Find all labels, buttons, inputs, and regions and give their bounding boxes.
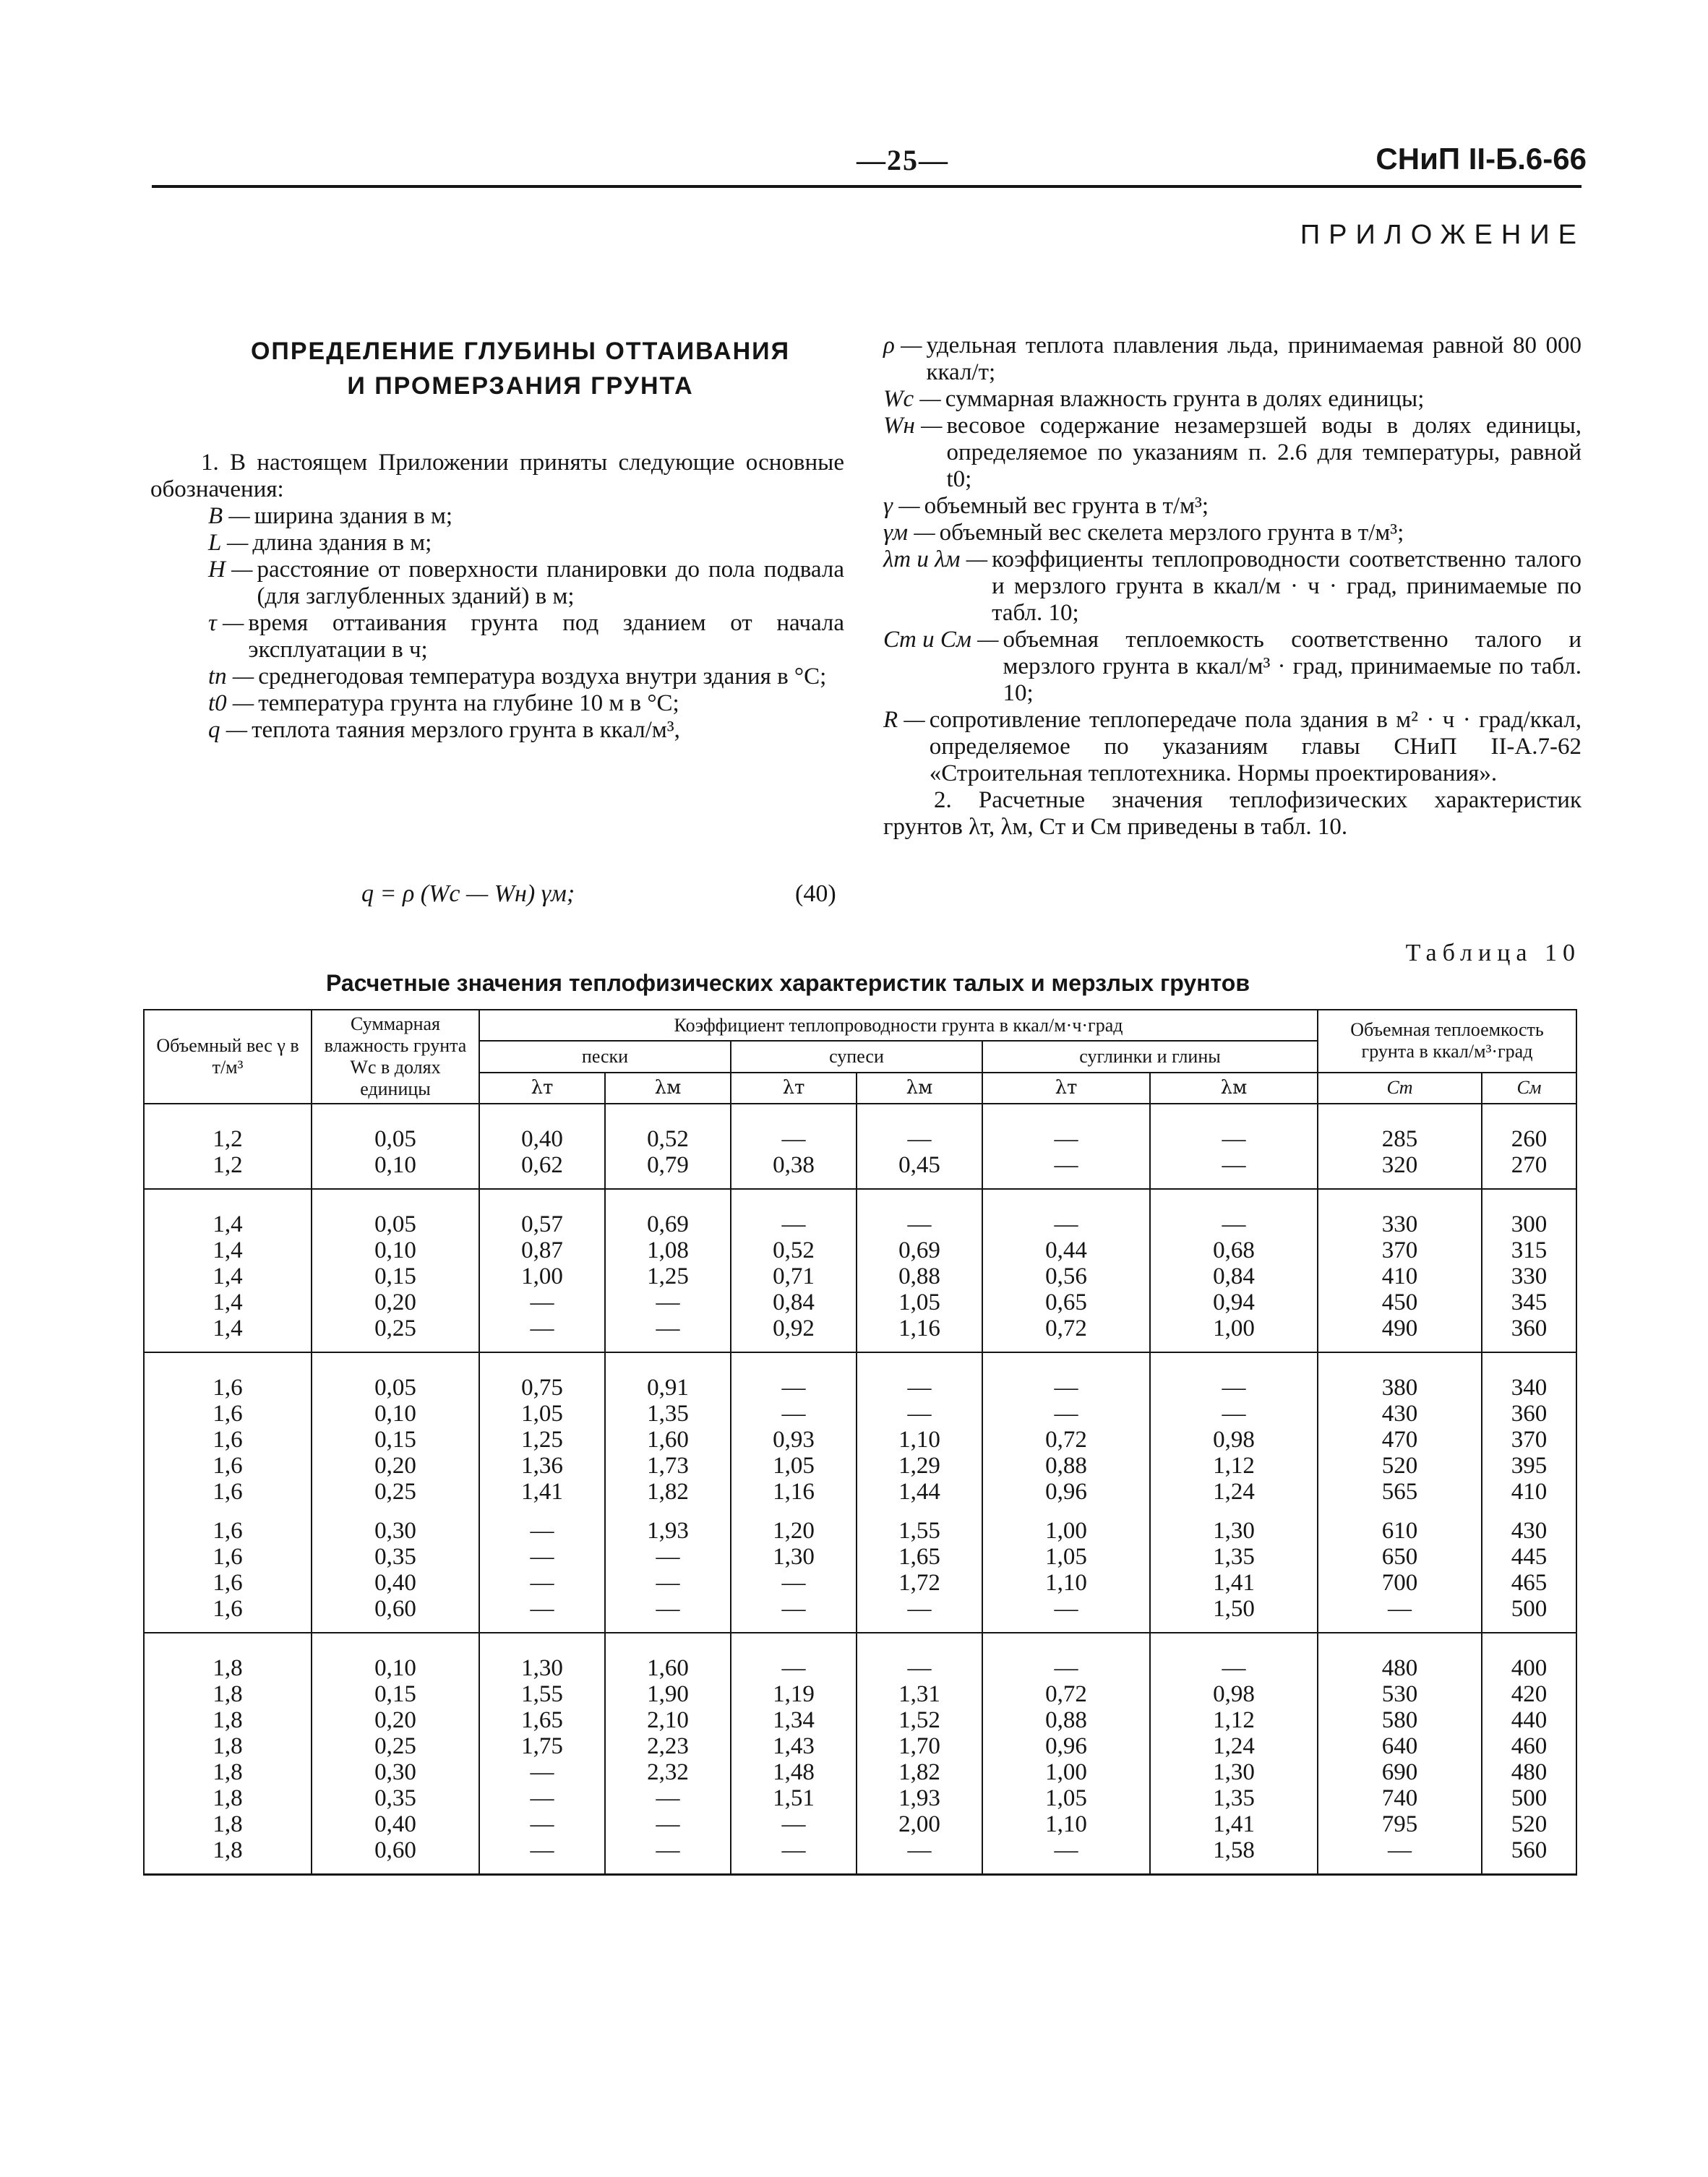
definition-item [883, 386, 1582, 413]
header-lambda-frozen: λм [857, 1073, 982, 1104]
table-cell: — — — — [479, 1515, 605, 1633]
definition-text: среднегодовая температура воздуха внутри здания в °C; [258, 664, 827, 690]
header-rule [152, 185, 1582, 188]
definition-term: τ — [208, 610, 244, 636]
definition-item [883, 627, 1582, 707]
definition-term: ρ — [883, 332, 922, 358]
definition-text: коэффициенты теплопроводности соответственно талого и мерзлого грунта в ккал/м · ч · град, принимаемые по табл. 10; [992, 546, 1582, 626]
header-lambda-thawed: λт [479, 1073, 605, 1104]
page-number: —25— [857, 144, 949, 176]
definition-item [883, 546, 1582, 627]
definition-item [883, 332, 1582, 386]
definition-item [208, 717, 844, 744]
table-cell: — 0,45 [857, 1104, 982, 1189]
definition-item [208, 664, 844, 690]
definition-text: удельная теплота плавления льда, принимаемая равной 80 000 ккал/т; [926, 332, 1582, 385]
header-volume-weight: Объемный вес γ в т/м³ [144, 1010, 312, 1104]
table-cell: 0,91 1,35 1,60 1,73 1,82 [605, 1352, 731, 1515]
definition-term: Cт и Cм — [883, 627, 999, 653]
table-cell: 1,20 1,30 — — [731, 1515, 857, 1633]
table-cell: — — 0,93 1,05 1,16 [731, 1352, 857, 1515]
header-lambda-frozen: λм [605, 1073, 731, 1104]
definition-text: температура грунта на глубине 10 м в °C; [258, 690, 679, 716]
thermal-properties-table [143, 1009, 1577, 1876]
table-cell: 430 445 465 500 [1482, 1515, 1576, 1633]
definition-text: расстояние от поверхности планировки до пола подвала (для заглубленных зданий) в м; [257, 557, 844, 609]
paragraph-2: 2. Расчетные значения теплофизических характеристик грунтов λт, λм, Cт и Cм приведены в табл. 10. [883, 787, 1582, 840]
header-lambda-thawed: λт [982, 1073, 1150, 1104]
table-number: Таблица 10 [1405, 940, 1581, 966]
definition-text: объемный вес грунта в т/м³; [924, 493, 1209, 519]
table-cell: 1,2 1,2 [144, 1104, 312, 1189]
table-cell: — — 0,72 0,88 0,96 [982, 1352, 1150, 1515]
table-cell: 1,6 1,6 1,6 1,6 1,6 [144, 1352, 312, 1515]
table-cell: 0,40 0,62 [479, 1104, 605, 1189]
table-cell: 0,52 0,79 [605, 1104, 731, 1189]
definition-item [208, 530, 844, 557]
table-cell: 1,30 1,55 1,65 1,75 — — — — [479, 1633, 605, 1875]
header-lambda-thawed: λт [731, 1073, 857, 1104]
table-cell: — 0,69 0,88 1,05 1,16 [857, 1189, 982, 1352]
table-cell: 1,6 1,6 1,6 1,6 [144, 1515, 312, 1633]
table-cell: — — 0,98 1,12 1,24 [1150, 1352, 1318, 1515]
table-cell: 610 650 700 — [1318, 1515, 1482, 1633]
table-cell: 1,00 1,05 1,10 — [982, 1515, 1150, 1633]
definition-text: длина здания в м; [252, 530, 432, 556]
left-column [150, 450, 844, 744]
definition-text: суммарная влажность грунта в долях единицы; [945, 386, 1425, 412]
definition-text: время оттаивания грунта под зданием от начала эксплуатации в ч; [248, 610, 844, 663]
definition-term: B — [208, 503, 250, 529]
definition-term: t0 — [208, 690, 254, 716]
definition-term: γ — [883, 493, 920, 519]
intro-paragraph: 1. В настоящем Приложении приняты следующие основные обозначения: [150, 450, 844, 502]
definition-term: Wн — [883, 413, 943, 439]
table-cell: — 0,52 0,71 0,84 0,92 [731, 1189, 857, 1352]
header-heat-capacity: Объемная теплоемкость грунта в ккал/м³·град [1318, 1010, 1576, 1073]
header-moisture: Суммарная влажность грунта Wс в долях единицы [312, 1010, 479, 1104]
table-cell: — 1,19 1,34 1,43 1,48 1,51 — — [731, 1633, 857, 1875]
table-row-group [144, 1515, 1576, 1633]
table-row-group [144, 1104, 1576, 1189]
table-cell: 0,10 0,15 0,20 0,25 0,30 0,35 0,40 0,60 [312, 1633, 479, 1875]
table-cell: 1,60 1,90 2,10 2,23 2,32 — — — [605, 1633, 731, 1875]
header-sand: пески [479, 1041, 731, 1072]
header-conductivity: Коэффициент теплопроводности грунта в ккал/м·ч·град [479, 1010, 1318, 1041]
table-cell: 1,55 1,65 1,72 — [857, 1515, 982, 1633]
table-caption: Расчетные значения теплофизических характеристик талых и мерзлых грунтов [326, 970, 1250, 996]
definition-text: объемная теплоемкость соответственно талого и мерзлого грунта в ккал/м³ · град, принимаемые по табл. 10; [1003, 627, 1582, 706]
table-row-group [144, 1633, 1576, 1875]
table-cell: 1,8 1,8 1,8 1,8 1,8 1,8 1,8 1,8 [144, 1633, 312, 1875]
definition-text: сопротивление теплопередаче пола здания в м² · ч · град/ккал, определяемое по указаниям главы СНиП II-А.7-62 «Строительная теплотехника. Нормы проектирования». [929, 707, 1582, 786]
formula-number: (40) [795, 880, 836, 907]
definition-item [208, 503, 844, 530]
table-cell: — 0,38 [731, 1104, 857, 1189]
table-cell: — 0,44 0,56 0,65 0,72 [982, 1189, 1150, 1352]
table-cell: 285 320 [1318, 1104, 1482, 1189]
table-cell: 300 315 330 345 360 [1482, 1189, 1576, 1352]
section-label: ПРИЛОЖЕНИЕ [1300, 220, 1585, 250]
definition-term: tп — [208, 664, 254, 690]
right-column [883, 332, 1582, 841]
table-cell: 340 360 370 395 410 [1482, 1352, 1576, 1515]
table-cell: — — [982, 1104, 1150, 1189]
definition-term: γм — [883, 520, 935, 546]
table-cell: — 0,72 0,88 0,96 1,00 1,05 1,10 — [982, 1633, 1150, 1875]
table-cell: 0,30 0,35 0,40 0,60 [312, 1515, 479, 1633]
definition-term: H — [208, 557, 253, 583]
definition-text: ширина здания в м; [254, 503, 453, 529]
table-cell: 0,57 0,87 1,00 — — [479, 1189, 605, 1352]
definition-item [883, 520, 1582, 546]
table-cell: — 0,68 0,84 0,94 1,00 [1150, 1189, 1318, 1352]
definition-item [208, 610, 844, 664]
definition-item [883, 707, 1582, 787]
document-code: СНиП II-Б.6-66 [1376, 142, 1587, 176]
header-loam-clay: суглинки и глины [982, 1041, 1318, 1072]
definition-text: объемный вес скелета мерзлого грунта в т/м³; [939, 520, 1404, 546]
definition-item [883, 493, 1582, 520]
title-line-1: ОПРЕДЕЛЕНИЕ ГЛУБИНЫ ОТТАИВАНИЯ [250, 338, 791, 365]
header-capacity-thawed: Cт [1318, 1073, 1482, 1104]
table-cell: 0,05 0,10 0,15 0,20 0,25 [312, 1352, 479, 1515]
definition-term: R — [883, 707, 925, 733]
header-lambda-frozen: λм [1150, 1073, 1318, 1104]
table-row-group [144, 1189, 1576, 1352]
table-cell: — 0,98 1,12 1,24 1,30 1,35 1,41 1,58 [1150, 1633, 1318, 1875]
formula: q = ρ (Wс — Wн) γм; [361, 880, 575, 907]
table-cell: 380 430 470 520 565 [1318, 1352, 1482, 1515]
table-cell: — — 1,10 1,29 1,44 [857, 1352, 982, 1515]
table-cell: 0,69 1,08 1,25 — — [605, 1189, 731, 1352]
table-cell: 0,05 0,10 [312, 1104, 479, 1189]
table-cell: 0,05 0,10 0,15 0,20 0,25 [312, 1189, 479, 1352]
table-row-group [144, 1352, 1576, 1515]
definition-term: Wс — [883, 386, 941, 412]
definition-text: теплота таяния мерзлого грунта в ккал/м³, [252, 717, 680, 743]
definition-text: весовое содержание незамерзшей воды в долях единицы, определяемое по указаниям п. 2.6 для температуры, равной t0; [946, 413, 1582, 492]
definition-item [883, 413, 1582, 493]
definition-item [208, 557, 844, 610]
table-cell: 330 370 410 450 490 [1318, 1189, 1482, 1352]
table-cell: 1,30 1,35 1,41 1,50 [1150, 1515, 1318, 1633]
page-title [166, 334, 875, 403]
definition-term: L — [208, 530, 249, 556]
definition-item [208, 690, 844, 717]
table-cell: 0,75 1,05 1,25 1,36 1,41 [479, 1352, 605, 1515]
table-cell: 260 270 [1482, 1104, 1576, 1189]
left-definitions [150, 503, 844, 744]
table-cell: — 1,31 1,52 1,70 1,82 1,93 2,00 — [857, 1633, 982, 1875]
table-cell: 480 530 580 640 690 740 795 — [1318, 1633, 1482, 1875]
definition-term: q — [208, 717, 248, 743]
table-cell: 1,4 1,4 1,4 1,4 1,4 [144, 1189, 312, 1352]
header-capacity-frozen: Cм [1482, 1073, 1576, 1104]
definition-term: λт и λм — [883, 546, 988, 572]
table-cell: 1,93 — — — [605, 1515, 731, 1633]
table-cell: 400 420 440 460 480 500 520 560 [1482, 1633, 1576, 1875]
title-line-2: И ПРОМЕРЗАНИЯ ГРУНТА [347, 372, 694, 400]
header-sandy-loam: супеси [731, 1041, 982, 1072]
table-cell: — — [1150, 1104, 1318, 1189]
